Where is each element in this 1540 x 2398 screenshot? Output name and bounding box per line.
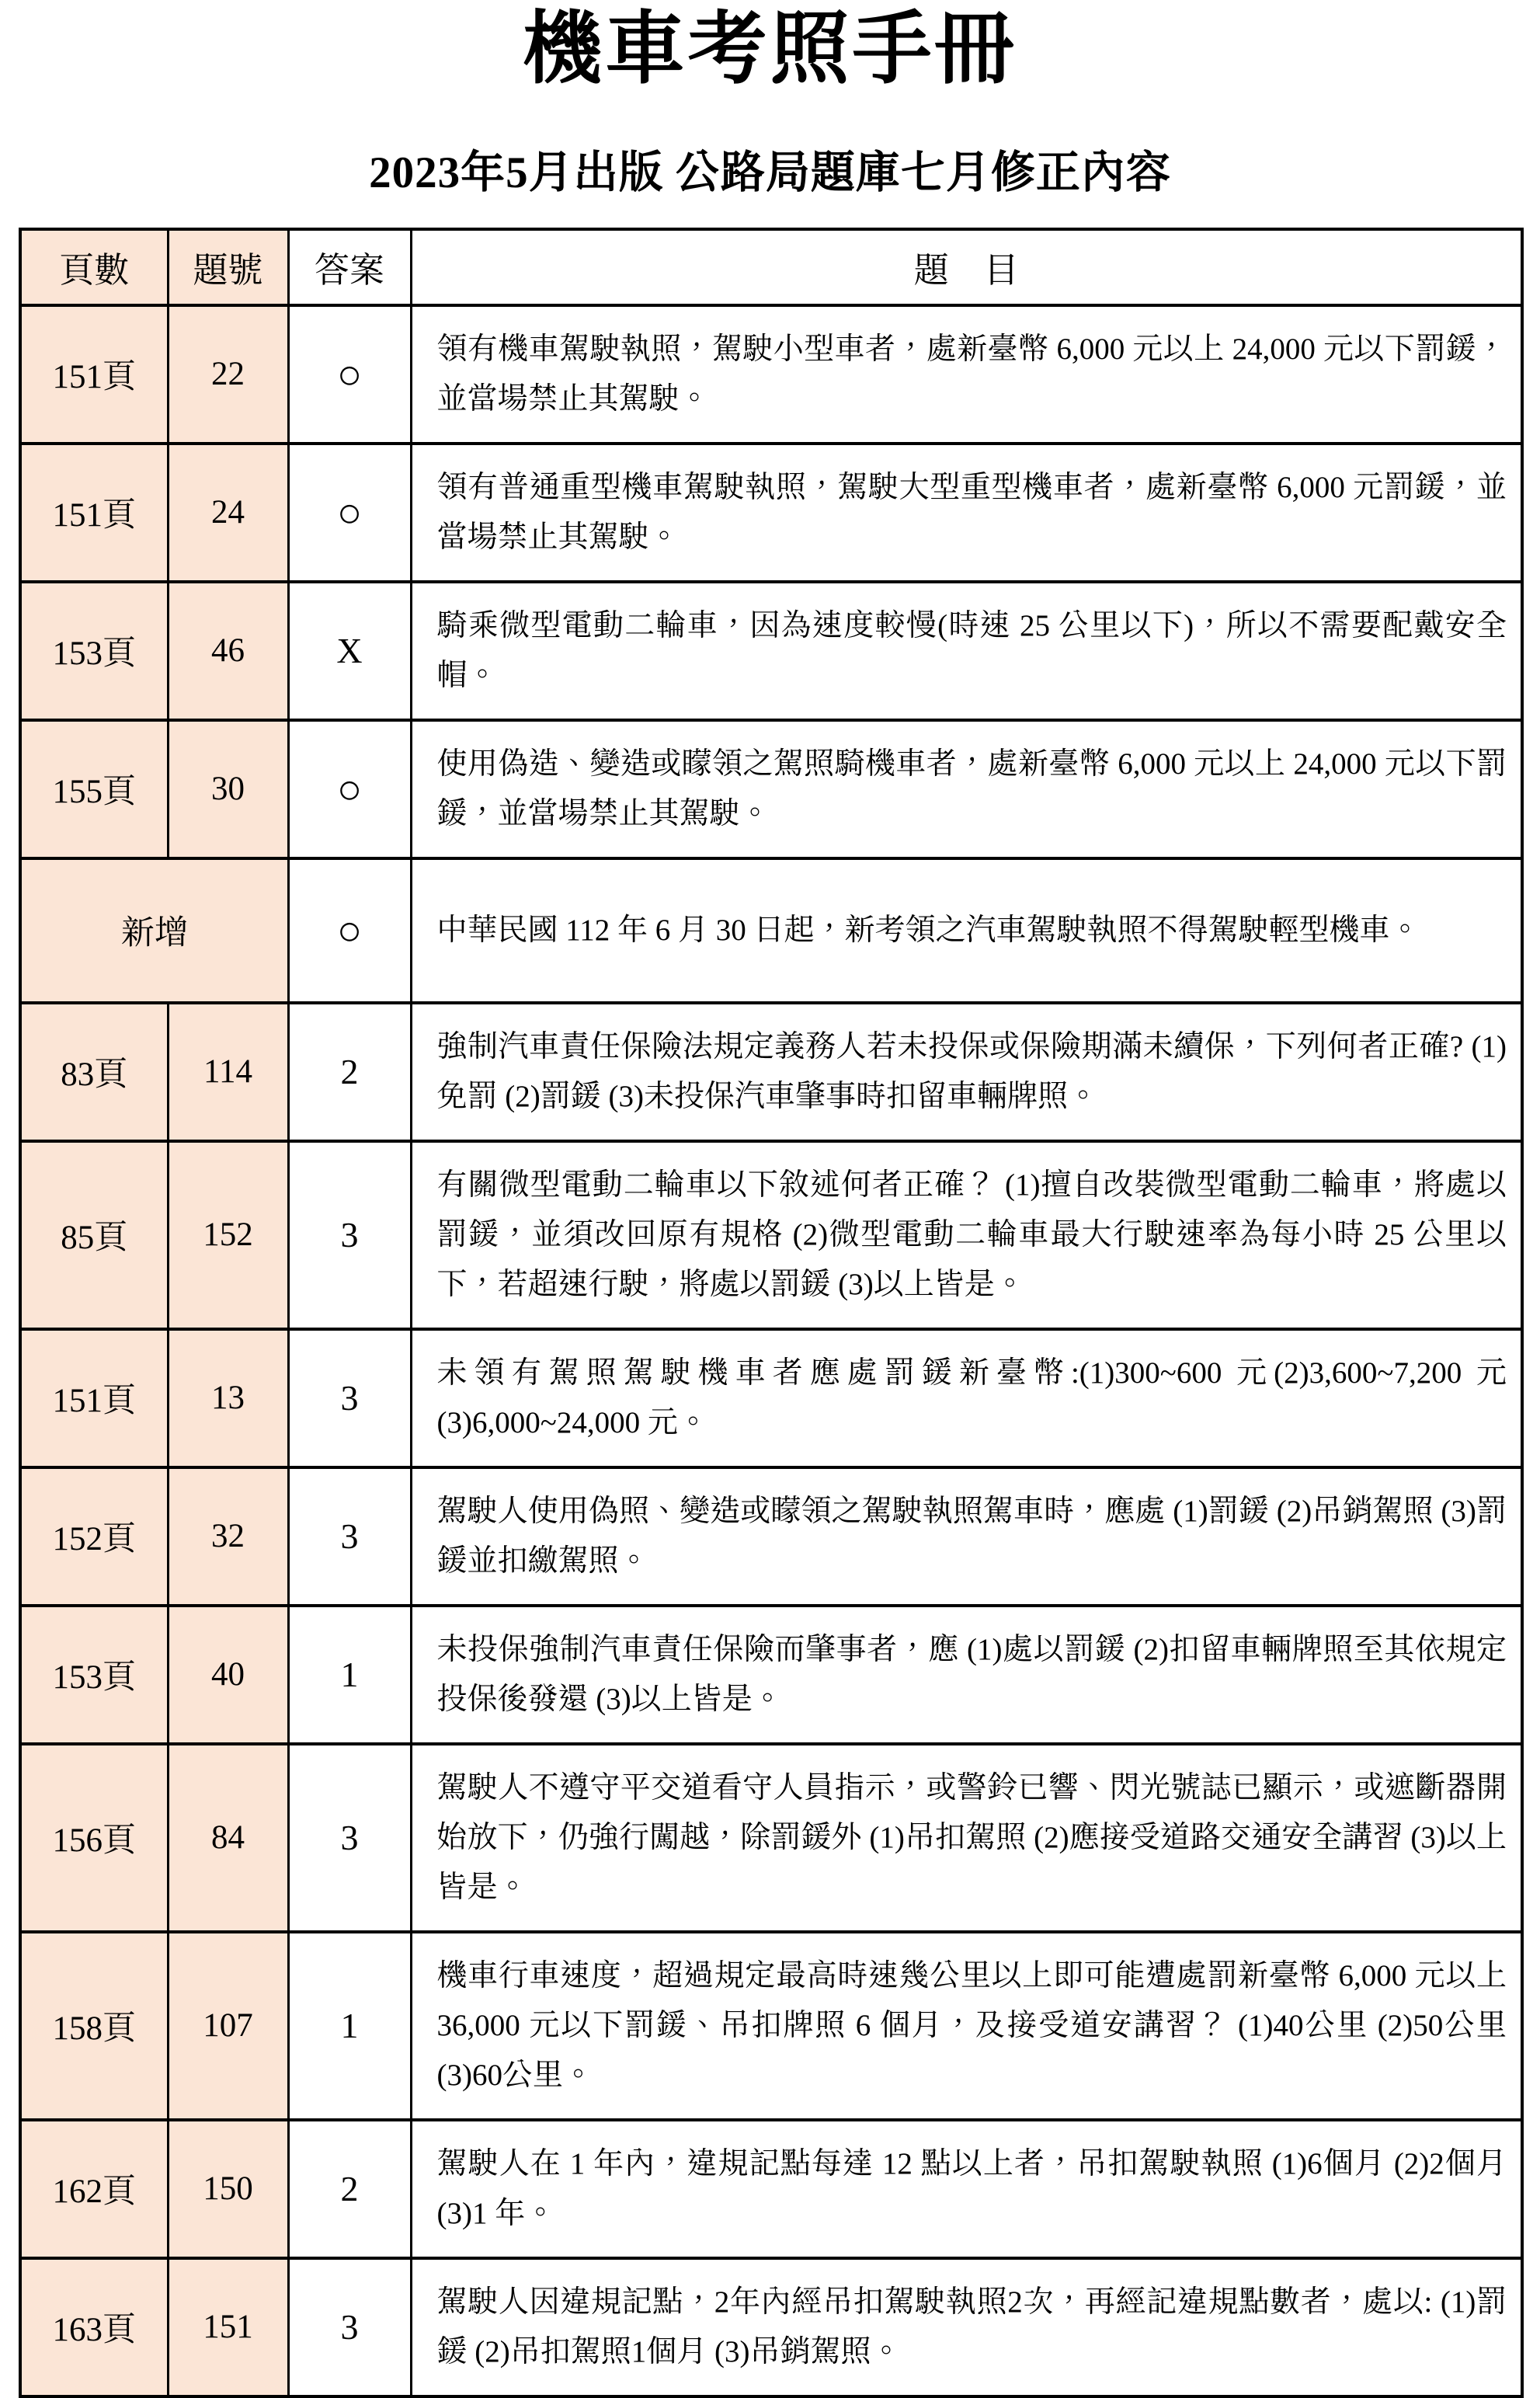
- question-number-cell: 151: [168, 2258, 288, 2396]
- question-cell: 有關微型電動二輪車以下敘述何者正確？ (1)擅自改裝微型電動二輪車，將處以罰鍰，並須改回原有規格 (2)微型電動二輪車最大行駛速率為每小時 25 公里以下，若超速行駛，將處以罰鍰 (3)以上皆是。: [411, 1141, 1522, 1329]
- answer-cell: 3: [288, 1329, 411, 1467]
- question-number-cell: 152: [168, 1141, 288, 1329]
- question-cell: 領有機車駕駛執照，駕駛小型車者，處新臺幣 6,000 元以上 24,000 元以下罰鍰，並當場禁止其駕駛。: [411, 305, 1522, 444]
- table-row-new-entry: [20, 858, 1522, 1003]
- question-revision-table: [19, 228, 1524, 2398]
- new-entry-cell: 新增: [20, 858, 288, 1003]
- question-number-cell: 22: [168, 305, 288, 444]
- table-row: [20, 582, 1522, 720]
- page-cell: 151頁: [20, 1329, 168, 1467]
- page-cell: 162頁: [20, 2120, 168, 2258]
- table-header-row: [20, 229, 1522, 305]
- page-cell: 163頁: [20, 2258, 168, 2396]
- question-cell: 使用偽造、變造或矇領之駕照騎機車者，處新臺幣 6,000 元以上 24,000 元以下罰鍰，並當場禁止其駕駛。: [411, 720, 1522, 858]
- answer-cell: 1: [288, 1606, 411, 1744]
- question-cell: 駕駛人因違規記點，2年內經吊扣駕駛執照2次，再經記違規點數者，處以: (1)罰鍰 (2)吊扣駕照1個月 (3)吊銷駕照。: [411, 2258, 1522, 2396]
- question-number-cell: 84: [168, 1744, 288, 1932]
- question-number-cell: 150: [168, 2120, 288, 2258]
- question-cell: 未投保強制汽車責任保險而肇事者，應 (1)處以罰鍰 (2)扣留車輛牌照至其依規定投保後發還 (3)以上皆是。: [411, 1606, 1522, 1744]
- answer-cell: ○: [288, 720, 411, 858]
- question-cell: 中華民國 112 年 6 月 30 日起，新考領之汽車駕駛執照不得駕駛輕型機車。: [411, 858, 1522, 1003]
- question-number-cell: 107: [168, 1932, 288, 2120]
- page-cell: 151頁: [20, 305, 168, 444]
- document-page: [0, 6, 1540, 2398]
- table-row: [20, 2258, 1522, 2396]
- question-number-cell: 24: [168, 444, 288, 582]
- question-number-cell: 13: [168, 1329, 288, 1467]
- page-cell: 153頁: [20, 582, 168, 720]
- table-row: [20, 2120, 1522, 2258]
- question-cell: 機車行車速度，超過規定最高時速幾公里以上即可能遭處罰新臺幣 6,000 元以上36,000 元以下罰鍰、吊扣牌照 6 個月，及接受道安講習？ (1)40公里 (2)50公里 (3)60公里。: [411, 1932, 1522, 2120]
- question-number-cell: 32: [168, 1467, 288, 1606]
- question-cell: 駕駛人不遵守平交道看守人員指示，或警鈴已響、閃光號誌已顯示，或遮斷器開始放下，仍強行闖越，除罰鍰外 (1)吊扣駕照 (2)應接受道路交通安全講習 (3)以上皆是。: [411, 1744, 1522, 1932]
- answer-cell: 3: [288, 1744, 411, 1932]
- question-number-cell: 40: [168, 1606, 288, 1744]
- page-subtitle: 2023年5月出版 公路局題庫七月修正內容: [369, 148, 1171, 198]
- question-cell: 強制汽車責任保險法規定義務人若未投保或保險期滿未續保，下列何者正確? (1)免罰 (2)罰鍰 (3)未投保汽車肇事時扣留車輛牌照。: [411, 1003, 1522, 1141]
- answer-cell: 1: [288, 1932, 411, 2120]
- table-row: [20, 1744, 1522, 1932]
- question-cell: 騎乘微型電動二輪車，因為速度較慢(時速 25 公里以下)，所以不需要配戴安全帽。: [411, 582, 1522, 720]
- header-question: 題 目: [411, 229, 1522, 305]
- table-row: [20, 1467, 1522, 1606]
- question-cell: 駕駛人在 1 年內，違規記點每達 12 點以上者，吊扣駕駛執照 (1)6個月 (2)2個月 (3)1 年。: [411, 2120, 1522, 2258]
- page-cell: 83頁: [20, 1003, 168, 1141]
- page-cell: 153頁: [20, 1606, 168, 1744]
- answer-cell: 2: [288, 1003, 411, 1141]
- page-cell: 152頁: [20, 1467, 168, 1606]
- header-answer: 答案: [288, 229, 411, 305]
- answer-cell: ○: [288, 858, 411, 1003]
- page-cell: 158頁: [20, 1932, 168, 2120]
- table-row: [20, 1003, 1522, 1141]
- answer-cell: 2: [288, 2120, 411, 2258]
- page-cell: 151頁: [20, 444, 168, 582]
- question-number-cell: 30: [168, 720, 288, 858]
- question-cell: 領有普通重型機車駕駛執照，駕駛大型重型機車者，處新臺幣 6,000 元罰鍰，並當場禁止其駕駛。: [411, 444, 1522, 582]
- table-row: [20, 305, 1522, 444]
- header-question-number: 題號: [168, 229, 288, 305]
- question-cell: 駕駛人使用偽照、變造或矇領之駕駛執照駕車時，應處 (1)罰鍰 (2)吊銷駕照 (3)罰鍰並扣繳駕照。: [411, 1467, 1522, 1606]
- header-page-number: 頁數: [20, 229, 168, 305]
- table-row: [20, 444, 1522, 582]
- answer-cell: 3: [288, 2258, 411, 2396]
- table-row: [20, 1141, 1522, 1329]
- page-cell: 85頁: [20, 1141, 168, 1329]
- answer-cell: ○: [288, 444, 411, 582]
- answer-cell: X: [288, 582, 411, 720]
- question-number-cell: 46: [168, 582, 288, 720]
- table-row: [20, 1329, 1522, 1467]
- answer-cell: ○: [288, 305, 411, 444]
- question-number-cell: 114: [168, 1003, 288, 1141]
- answer-cell: 3: [288, 1467, 411, 1606]
- table-row: [20, 1932, 1522, 2120]
- page-title: 機車考照手冊: [523, 6, 1017, 94]
- table-row: [20, 720, 1522, 858]
- page-cell: 156頁: [20, 1744, 168, 1932]
- question-cell: 未領有駕照駕駛機車者應處罰鍰新臺幣:(1)300~600 元(2)3,600~7,200 元(3)6,000~24,000 元。: [411, 1329, 1522, 1467]
- table-row: [20, 1606, 1522, 1744]
- answer-cell: 3: [288, 1141, 411, 1329]
- page-cell: 155頁: [20, 720, 168, 858]
